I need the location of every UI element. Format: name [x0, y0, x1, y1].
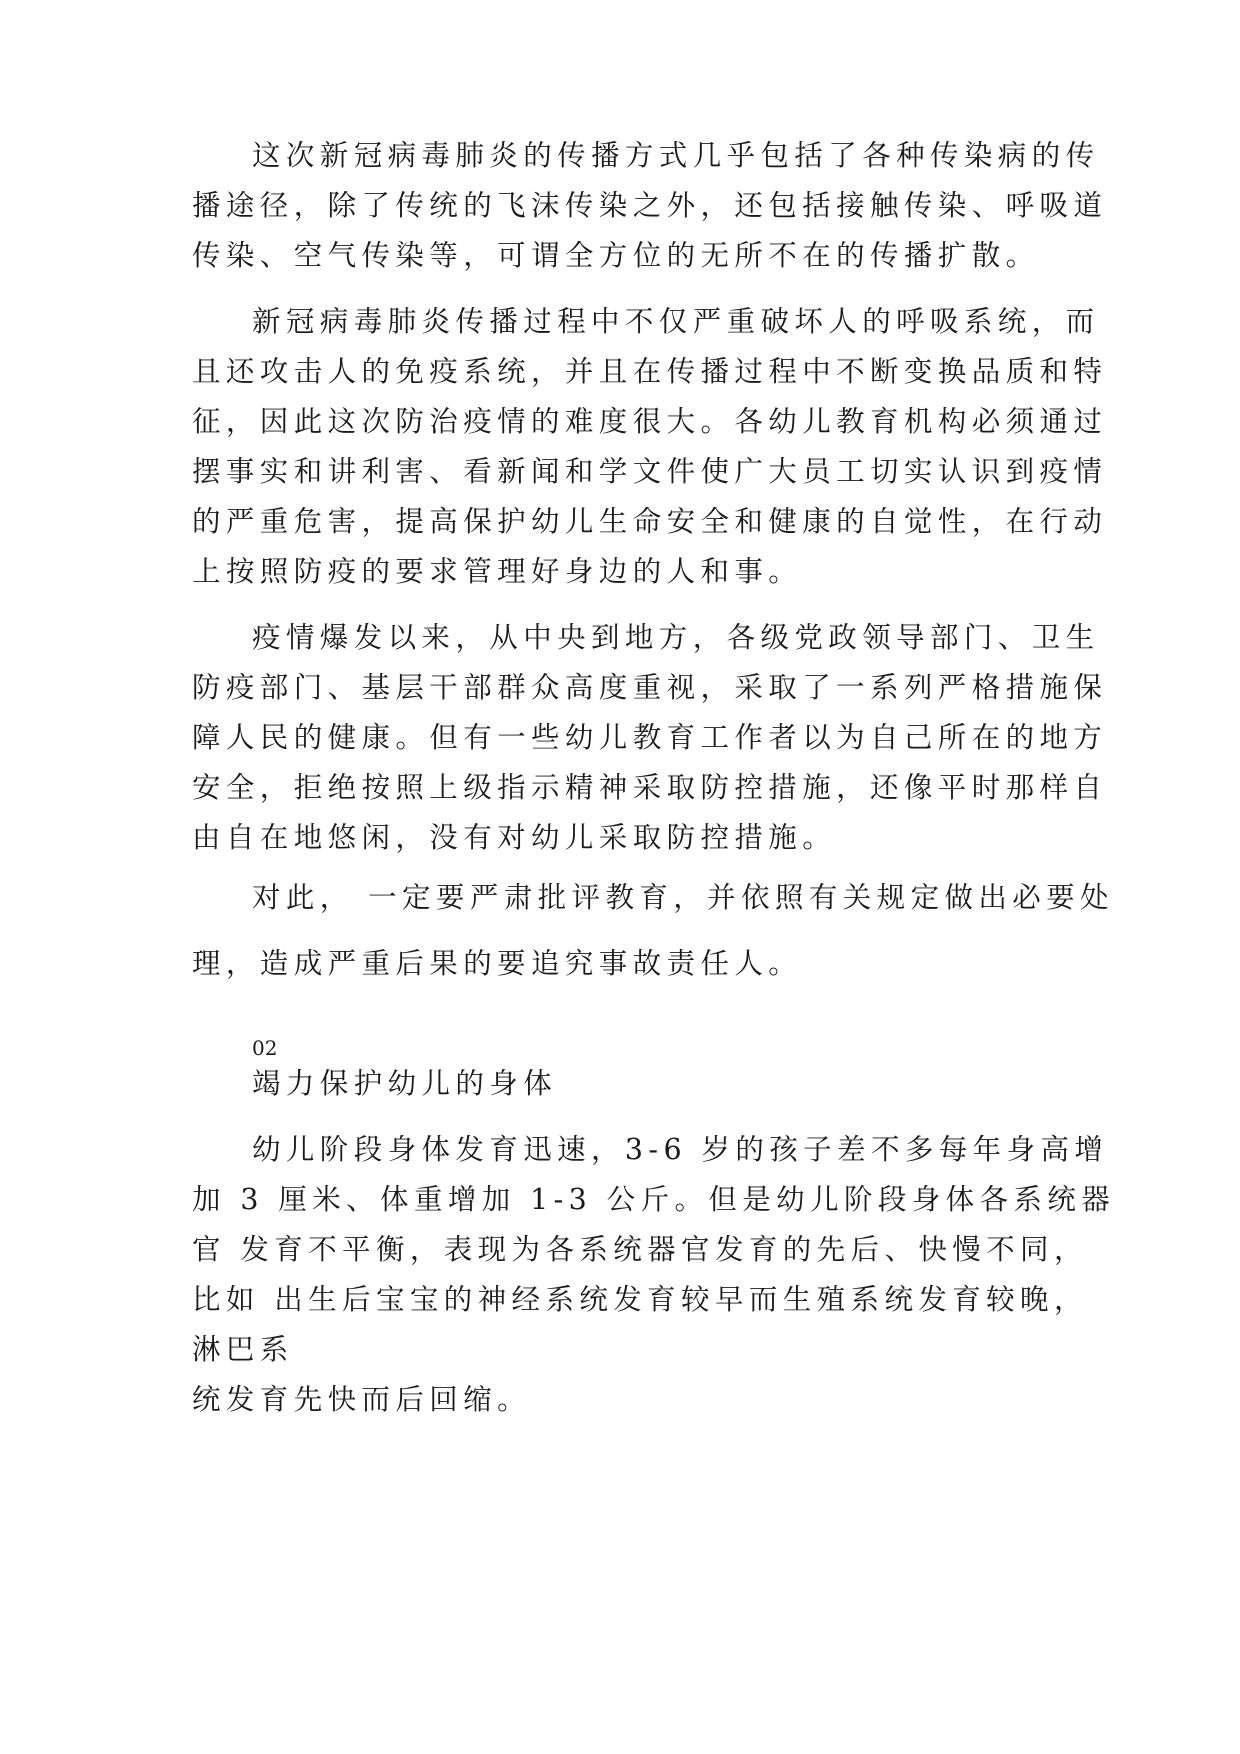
paragraph-3-line-2: 防疫部门、基层干部群众高度重视，采取了一系列严格措施保 — [192, 671, 1108, 704]
paragraph-4-line-2: 理，造成严重后果的要追究事故责任人。 — [192, 947, 803, 980]
paragraph-1-line-3: 传染、空气传染等，可谓全方位的无所不在的传播扩散。 — [192, 239, 1040, 272]
paragraph-3-line-4: 安全，拒绝按照上级指示精神采取防控措施，还像平时那样自 — [192, 771, 1108, 804]
paragraph-3-line-5: 由自在地悠闲，没有对幼儿采取防控措施。 — [192, 821, 837, 854]
paragraph-2-line-4: 摆事实和讲利害、看新闻和学文件使广大员工切实认识到疫情 — [192, 455, 1108, 488]
paragraph-2-line-6: 上按照防疫的要求管理好身边的人和事。 — [192, 555, 803, 588]
paragraph-5-line-3: 官 发育不平衡，表现为各系统器官发育的先后、快慢不同， — [192, 1233, 1088, 1266]
paragraph-2-line-1: 新冠病毒肺炎传播过程中不仅严重破坏人的呼吸系统，而 — [252, 305, 1100, 338]
paragraph-2-line-2: 且还攻击人的免疫系统，并且在传播过程中不断变换品质和特 — [192, 355, 1108, 388]
paragraph-2-line-5: 的严重危害，提高保护幼儿生命安全和健康的自觉性，在行动 — [192, 505, 1108, 538]
paragraph-5-line-4: 比如 出生后宝宝的神经系统发育较早而生殖系统发育较晚， — [192, 1283, 1088, 1316]
paragraph-5-line-2: 加 3 厘米、体重增加 1-3 公斤。但是幼儿阶段身体各系统器 — [192, 1183, 1116, 1216]
paragraph-3-line-3: 障人民的健康。但有一些幼儿教育工作者以为自己所在的地方 — [192, 721, 1108, 754]
paragraph-5-line-1: 幼儿阶段身体发育迅速，3-6 岁的孩子差不多每年身高增 — [252, 1133, 1109, 1166]
paragraph-5-line-6: 统发育先快而后回缩。 — [192, 1383, 532, 1416]
paragraph-2-line-3: 征，因此这次防治疫情的难度很大。各幼儿教育机构必须通过 — [192, 405, 1108, 438]
paragraph-3-line-1: 疫情爆发以来，从中央到地方，各级党政领导部门、卫生 — [252, 621, 1100, 654]
paragraph-1-line-2: 播途径，除了传统的飞沫传染之外，还包括接触传染、呼吸道 — [192, 189, 1108, 222]
paragraph-1-line-1: 这次新冠病毒肺炎的传播方式几乎包括了各种传染病的传 — [252, 139, 1100, 172]
section-number: 02 — [252, 1036, 278, 1060]
paragraph-5-line-5: 淋巴系 — [192, 1333, 294, 1366]
paragraph-4-line-1: 对此， 一定要严肃批评教育，并依照有关规定做出必要处 — [252, 881, 1114, 914]
section-title: 竭力保护幼儿的身体 — [252, 1067, 558, 1100]
